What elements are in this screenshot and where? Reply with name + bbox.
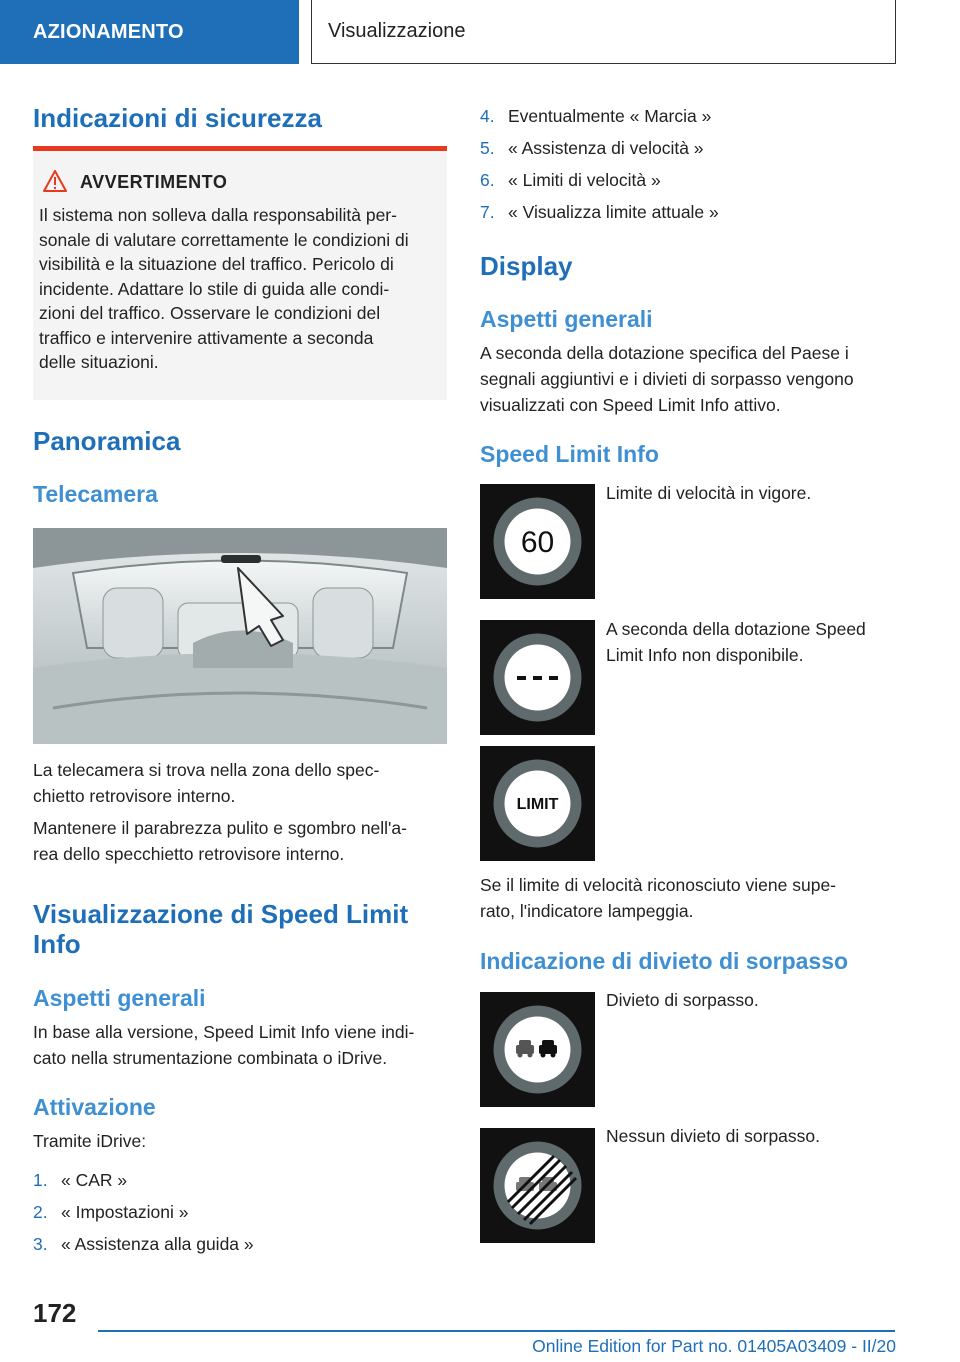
warning-text: Il sistema non solleva dalla responsabilità per- sonale di valutare correttamente le condizioni di visibilità e la situazione del traffico. Pericolo di incidente. Adattare lo stile di guida alle condi- zioni del traffico. Osservare le condizioni del traffico e intervenire attivamente a seconda delle situazioni. (39, 205, 409, 372)
general-paragraph-right: A seconda della dotazione specifica del Paese i segnali aggiuntivi e i divieti di sorpasso vengono visualizzati con Speed Limit Info attivo. (480, 343, 854, 415)
end-no-passing-caption: Nessun divieto di sorpasso. (606, 1126, 820, 1146)
speed-limit-unavailable-sign-icon (480, 620, 595, 735)
no-passing-sign-icon (480, 992, 595, 1107)
footer-rule (98, 1330, 895, 1332)
speed-limit-60-sign-icon (480, 484, 595, 599)
svg-text:60: 60 (520, 526, 555, 559)
general-paragraph-left: In base alla versione, Speed Limit Info viene indi- cato nella strumentazione combinata o iDrive. (33, 1022, 415, 1068)
heading-speed-limit-info: Speed Limit Info (480, 441, 659, 467)
heading-general-right: Aspetti generali (480, 306, 653, 332)
warning-triangle-icon (43, 170, 67, 192)
heading-no-passing: Indicazione di divieto di sorpasso (480, 948, 849, 974)
footer-edition: Online Edition for Part no. 01405A03409 - II/20 (532, 1336, 896, 1356)
sign-60-caption: Limite di velocità in vigore. (606, 483, 812, 503)
svg-text:LIMIT: LIMIT (516, 796, 559, 813)
heading-general-left: Aspetti generali (33, 985, 206, 1011)
heading-camera: Telecamera (33, 481, 158, 507)
heading-speed-limit-display: Visualizzazione di Speed Limit Info (33, 899, 409, 959)
no-passing-caption: Divieto di sorpasso. (606, 990, 759, 1010)
activation-intro: Tramite iDrive: (33, 1131, 147, 1151)
heading-safety: Indicazioni di sicurezza (33, 103, 322, 133)
section-tab[interactable]: AZIONAMENTO (0, 0, 299, 64)
heading-display: Display (480, 251, 573, 281)
camera-location-image (33, 528, 447, 744)
limit-exceeded-paragraph: Se il limite di velocità riconosciuto viene supe- rato, l'indicatore lampeggia. (480, 875, 836, 921)
camera-paragraph-1: La telecamera si trova nella zona dello spec- chietto retrovisore interno. (33, 760, 380, 806)
page-number: 172 (33, 1298, 77, 1328)
warning-title: AVVERTIMENTO (80, 172, 228, 192)
sign-unavailable-caption: A seconda della dotazione Speed Limit Info non disponibile. (606, 619, 866, 665)
heading-activation: Attivazione (33, 1094, 156, 1120)
chapter-title: Visualizzazione (311, 0, 896, 64)
camera-paragraph-2: Mantenere il parabrezza pulito e sgombro nell'a- rea dello specchietto retrovisore interno. (33, 818, 407, 864)
heading-overview: Panoramica (33, 426, 181, 456)
speed-limit-exceeded-sign-icon (480, 746, 595, 861)
end-no-passing-sign-icon (480, 1128, 595, 1243)
